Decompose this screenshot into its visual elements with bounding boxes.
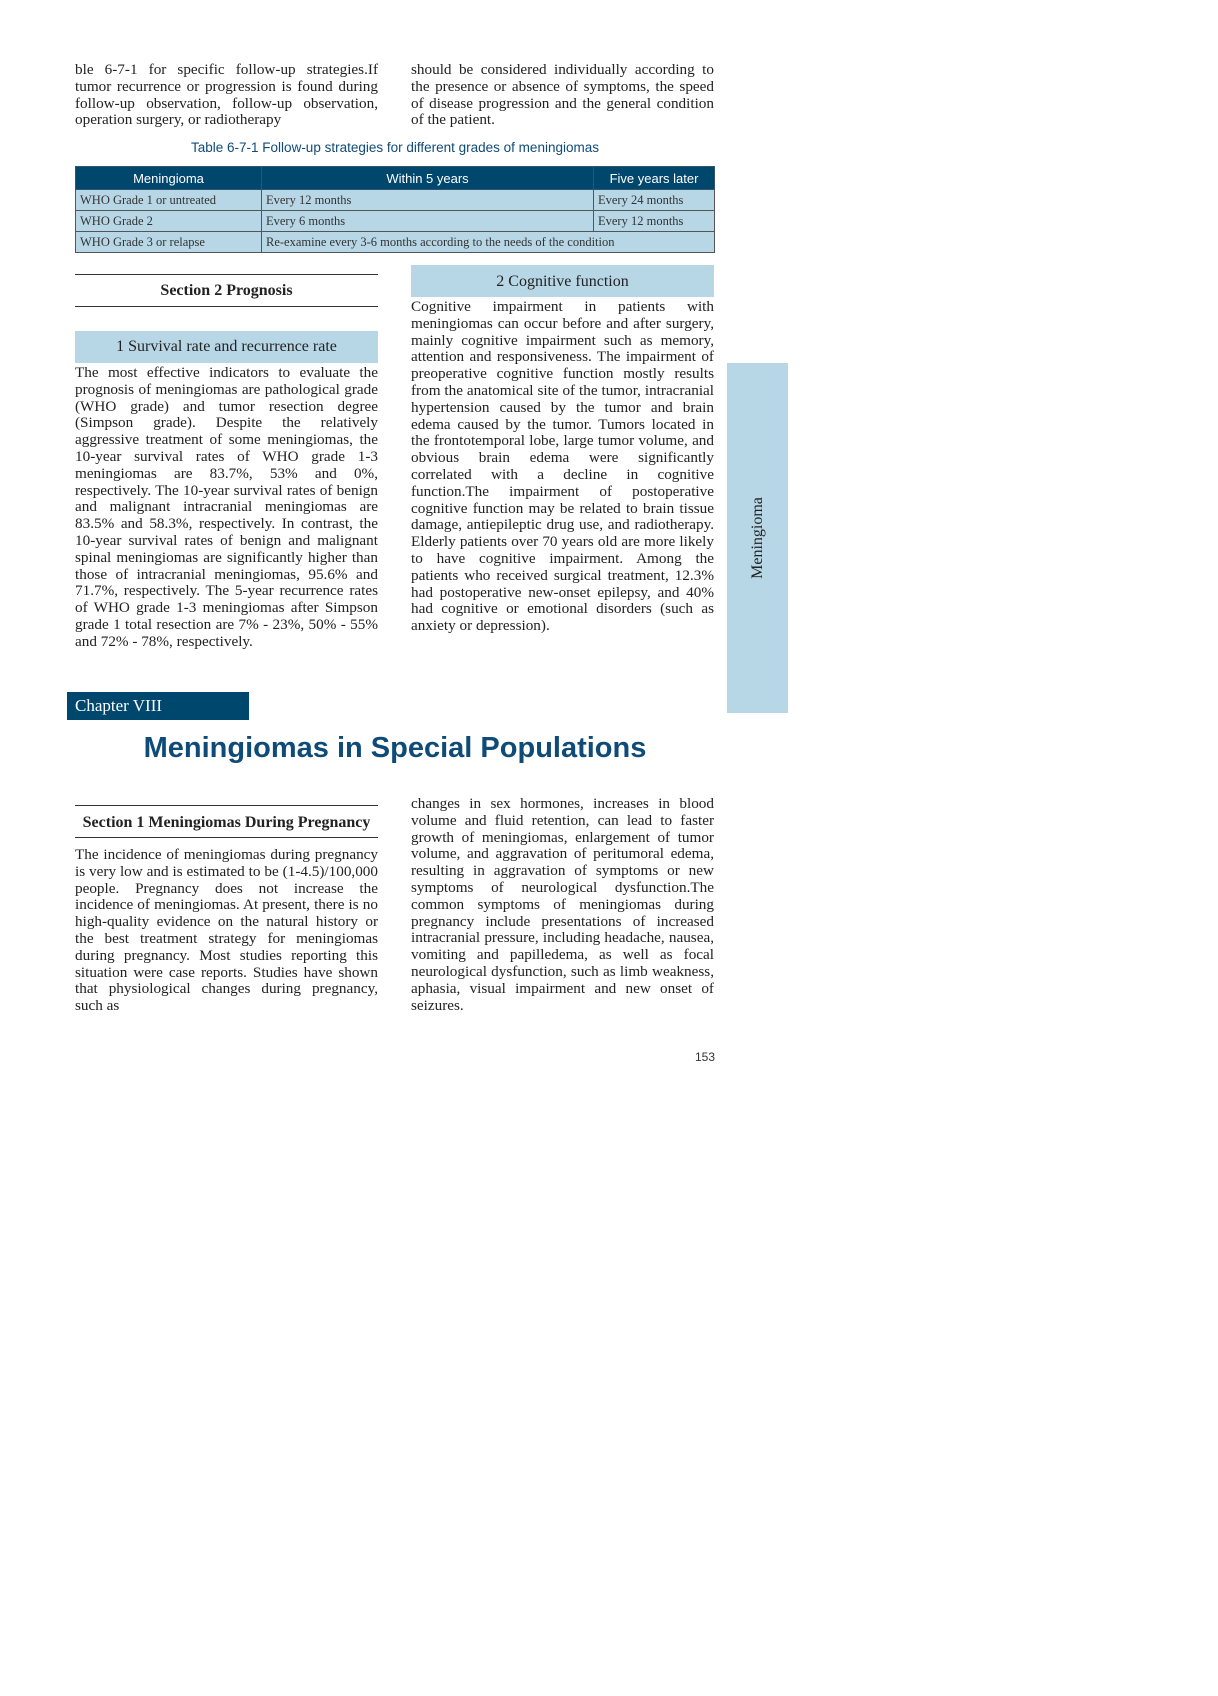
table-row (76, 211, 715, 232)
follow-up-table (75, 166, 715, 253)
table-header-row (76, 167, 715, 190)
cognitive-paragraph: Cognitive impairment in patients with meningiomas can occur before and after surgery, mainly cognitive impairment such as memory, attention and responsiveness. The impairment of preoperative cognitive function mostly results from the anatomical site of the tumor, intracranial hypertension caused by the tumor and brain edema caused by the tumor. Tumors located in the frontotemporal lobe, large tumor volume, and obvious brain edema were significantly correlated with a decline in cognitive function.The impairment of postoperative cognitive function may be related to brain tissue damage, antiepileptic drug use, and radiotherapy. Elderly patients over 70 years old are more likely to have cognitive impairment. Among the patients who received surgical treatment, 12.3% had postoperative new-onset epilepsy, and 40% had cognitive or emotional disorders (such as anxiety or depression). (411, 298, 714, 635)
top-left-paragraph: ble 6-7-1 for specific follow-up strategies.If tumor recurrence or progression is found during follow-up observation, follow-up observation, operation surgery, or radiotherapy (75, 61, 378, 129)
page-number: 153 (694, 1050, 715, 1064)
section-heading-prognosis: Section 2 Prognosis (75, 274, 378, 307)
table-cell: WHO Grade 3 or relapse (76, 232, 262, 253)
table-cell: WHO Grade 1 or untreated (76, 190, 262, 211)
subheading-survival: 1 Survival rate and recurrence rate (75, 331, 378, 363)
table-caption: Table 6-7-1 Follow-up strategies for different grades of meningiomas (191, 140, 599, 155)
survival-paragraph: The most effective indicators to evaluate the prognosis of meningiomas are pathological grade (WHO grade) and tumor resection degree (Simpson grade). Despite the relatively aggressive treatment of some meningiomas, the 10-year survival rates of WHO grade 1-3 meningiomas are 83.7%, 53% and 0%, respectively. The 10-year survival rates of benign and malignant intracranial meningiomas are 83.5% and 58.3%, respectively. In contrast, the 10-year survival rates of benign and malignant spinal meningiomas are significantly higher than those of intracranial meningiomas, 95.6% and 71.7%, respectively. The 5-year recurrence rates of WHO grade 1-3 meningiomas after Simpson grade 1 total resection are 7% - 23%, 50% - 55% and 72% - 78%, respectively. (75, 364, 378, 650)
subheading-cognitive: 2 Cognitive function (411, 265, 714, 297)
side-tab-label: Meningioma (748, 497, 766, 579)
table-cell: WHO Grade 2 (76, 211, 262, 232)
section-heading-pregnancy: Section 1 Meningiomas During Pregnancy (75, 805, 378, 838)
table-header: Five years later (594, 167, 715, 190)
pregnancy-right-paragraph: changes in sex hormones, increases in blood volume and fluid retention, can lead to faster growth of meningiomas, enlargement of tumor volume, and aggravation of peritumoral edema, resulting in aggravation of symptoms or new symptoms of neurological dysfunction.The common symptoms of meningiomas during pregnancy include presentations of increased intracranial pressure, including headache, nausea, vomiting and papilledema, as well as focal neurological dysfunction, such as limb weakness, aphasia, visual impairment and new onset of seizures. (411, 795, 714, 1014)
chapter-title: Meningiomas in Special Populations (143, 732, 647, 764)
chapter-side-tab (727, 363, 788, 713)
table-row (76, 190, 715, 211)
top-right-paragraph: should be considered individually according to the presence or absence of symptoms, the speed of disease progression and the general condition of the patient. (411, 61, 714, 129)
table-cell: Every 24 months (594, 190, 715, 211)
pregnancy-left-paragraph: The incidence of meningiomas during pregnancy is very low and is estimated to be (1-4.5)/100,000 people. Pregnancy does not increase the incidence of meningiomas. At present, there is no high-quality evidence on the natural history or the best treatment strategy for meningiomas during pregnancy. Most studies reporting this situation were case reports. Studies have shown that physiological changes during pregnancy, such as (75, 846, 378, 1015)
chapter-label: Chapter VIII (67, 692, 249, 720)
table-cell: Every 12 months (594, 211, 715, 232)
table-cell: Every 12 months (262, 190, 594, 211)
table-row (76, 232, 715, 253)
table-cell: Every 6 months (262, 211, 594, 232)
table-header: Within 5 years (262, 167, 594, 190)
table-cell: Re-examine every 3-6 months according to the needs of the condition (262, 232, 715, 253)
table-header: Meningioma (76, 167, 262, 190)
